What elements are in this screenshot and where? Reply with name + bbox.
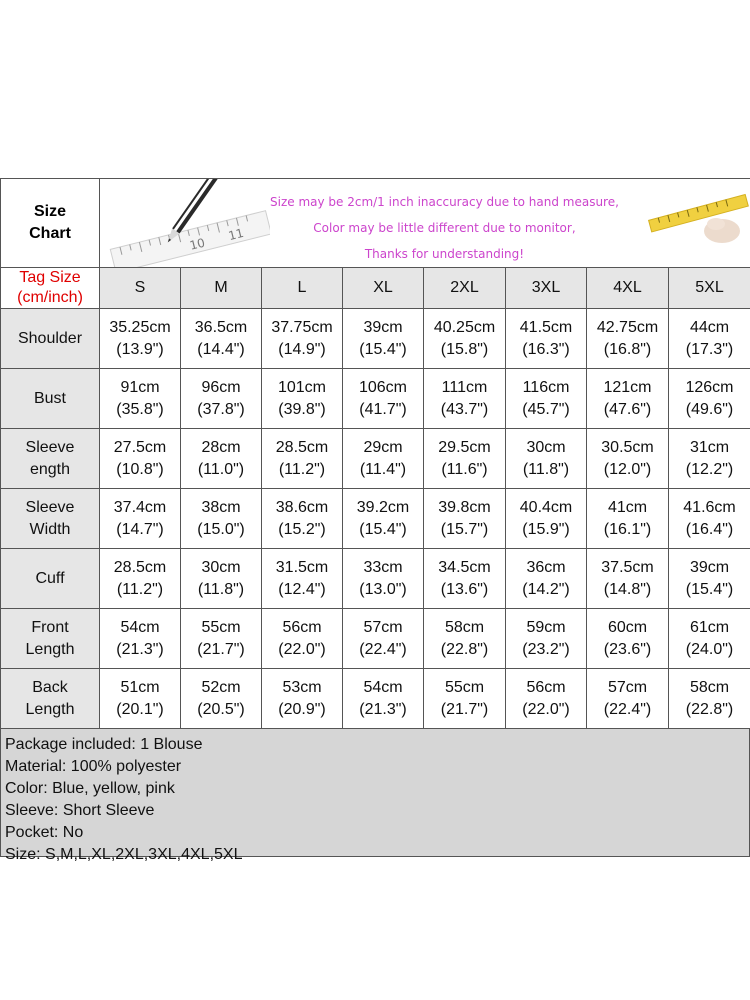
cm-value: 39.8cm: [438, 498, 491, 516]
cm-value: 126cm: [685, 378, 734, 396]
inch-value: (14.4"): [197, 340, 245, 358]
measurement-cell: [343, 549, 424, 609]
inch-value: (20.9"): [278, 700, 326, 718]
measurement-cell: [587, 429, 669, 489]
measurement-cell: [181, 669, 262, 729]
inch-value: (14.2"): [522, 580, 570, 598]
measurement-cell: [100, 309, 181, 369]
cm-value: 55cm: [444, 678, 485, 696]
cm-value: 116cm: [522, 378, 570, 396]
cm-value: 37.4cm: [113, 498, 167, 516]
row-label-line-1: Shoulder: [17, 329, 83, 347]
title-line-1: Size: [33, 203, 66, 220]
measurement-cell: [181, 609, 262, 669]
inch-value: (41.7"): [359, 400, 407, 418]
inch-value: (12.2"): [685, 460, 734, 478]
measurement-cell: [100, 489, 181, 549]
size-header-3xl: 3XL: [506, 268, 587, 309]
row-label: [1, 429, 100, 489]
product-info: [0, 729, 750, 863]
inch-value: (15.4"): [359, 340, 407, 358]
row-label-line-1: Sleeve: [25, 498, 75, 516]
inch-value: (22.0"): [522, 700, 570, 718]
measurement-cell: [506, 429, 587, 489]
row-label-line-2: Width: [29, 520, 71, 538]
measurement-cell: [587, 369, 669, 429]
inch-value: (16.4"): [685, 520, 734, 538]
cm-value: 35.25cm: [109, 318, 171, 336]
inch-value: (16.3"): [522, 340, 570, 358]
row-label: [1, 309, 100, 369]
row-label: [1, 489, 100, 549]
inch-value: (11.4"): [359, 460, 407, 478]
measurement-cell: [262, 609, 343, 669]
measurement-cell: [424, 489, 506, 549]
info-pocket: Pocket: No: [5, 824, 84, 841]
info-color: Color: Blue, yellow, pink: [5, 780, 175, 797]
cm-value: 28.5cm: [113, 558, 167, 576]
inch-value: (21.3"): [359, 700, 407, 718]
measurement-cell: [343, 669, 424, 729]
measurement-cell: [181, 489, 262, 549]
row-label-line-1: Bust: [33, 389, 66, 407]
size-chart-sheet: [0, 178, 750, 863]
measurement-cell: [343, 309, 424, 369]
inch-value: (22.4"): [603, 700, 652, 718]
measurement-cell: [669, 309, 750, 369]
measurement-cell: [343, 609, 424, 669]
row-label-line-1: Back: [32, 678, 68, 696]
measurement-row: [1, 609, 750, 669]
pencil-ruler-icon: [100, 179, 270, 267]
measurement-cell: [100, 369, 181, 429]
info-size: Size: S,M,L,XL,2XL,3XL,4XL,5XL: [5, 846, 243, 863]
measurement-cell: [506, 309, 587, 369]
cm-value: 42.75cm: [596, 318, 659, 336]
measurement-cell: [669, 489, 750, 549]
info-package: Package included: 1 Blouse: [5, 736, 203, 753]
inch-value: (22.8"): [440, 640, 489, 658]
inch-value: (20.5"): [197, 700, 245, 718]
size-header-m: M: [181, 268, 262, 309]
measurement-cell: [262, 429, 343, 489]
measurement-cell: [669, 609, 750, 669]
inch-value: (12.0"): [603, 460, 652, 478]
cm-value: 36.5cm: [194, 318, 248, 336]
measurement-notes: [270, 189, 619, 267]
measurement-row: [1, 489, 750, 549]
inch-value: (11.8"): [197, 580, 245, 598]
measurement-cell: [343, 429, 424, 489]
inch-value: (12.4"): [278, 580, 326, 598]
cm-value: 29cm: [363, 438, 403, 456]
inch-value: (20.1"): [116, 700, 164, 718]
cm-value: 27.5cm: [113, 438, 167, 456]
measurement-cell: [669, 669, 750, 729]
inch-value: (15.4"): [359, 520, 407, 538]
size-chart-table: [0, 178, 750, 729]
cm-value: 56cm: [282, 618, 322, 636]
note-line-2: Color may be little different due to monitor,: [313, 221, 576, 235]
cm-value: 106cm: [358, 378, 408, 396]
cm-value: 52cm: [201, 678, 241, 696]
inch-value: (15.0"): [197, 520, 245, 538]
inch-value: (17.3"): [685, 340, 734, 358]
cm-value: 38.6cm: [275, 498, 329, 516]
measurement-cell: [343, 369, 424, 429]
measurement-cell: [262, 489, 343, 549]
cm-value: 28cm: [201, 438, 241, 456]
cm-value: 31cm: [689, 438, 730, 456]
cm-value: 57cm: [363, 618, 403, 636]
size-header-l: L: [262, 268, 343, 309]
inch-value: (23.6"): [603, 640, 652, 658]
measurement-cell: [262, 369, 343, 429]
cm-value: 39.2cm: [356, 498, 410, 516]
inch-value: (49.6"): [685, 400, 734, 418]
cm-value: 38cm: [201, 498, 241, 516]
cm-value: 44cm: [689, 318, 730, 336]
cm-value: 59cm: [526, 618, 566, 636]
inch-value: (15.2"): [278, 520, 326, 538]
inch-value: (14.8"): [603, 580, 652, 598]
measurement-row: [1, 669, 750, 729]
size-chart-title: [1, 179, 100, 268]
measurement-row: [1, 309, 750, 369]
cm-value: 56cm: [526, 678, 566, 696]
measurement-cell: [506, 489, 587, 549]
cm-value: 51cm: [120, 678, 160, 696]
measurement-cell: [262, 309, 343, 369]
cm-value: 37.75cm: [271, 318, 333, 336]
cm-value: 57cm: [607, 678, 648, 696]
inch-value: (13.9"): [116, 340, 164, 358]
measurement-cell: [100, 429, 181, 489]
info-material: Material: 100% polyester: [5, 758, 182, 775]
cm-value: 39cm: [363, 318, 403, 336]
size-header-s: S: [100, 268, 181, 309]
row-label-line-2: Length: [25, 700, 75, 718]
measurement-cell: [669, 369, 750, 429]
cm-value: 91cm: [120, 378, 160, 396]
size-header-4xl: 4XL: [587, 268, 669, 309]
row-label-line-1: Cuff: [35, 569, 65, 587]
cm-value: 101cm: [277, 378, 327, 396]
cm-value: 40.4cm: [519, 498, 573, 516]
measurement-cell: [587, 489, 669, 549]
inch-value: (15.9"): [522, 520, 570, 538]
measurement-row: [1, 549, 750, 609]
inch-value: (11.8"): [522, 460, 570, 478]
inch-value: (11.2"): [116, 580, 164, 598]
measurement-row: [1, 369, 750, 429]
measurement-cell: [669, 429, 750, 489]
measurement-cell: [424, 369, 506, 429]
cm-value: 33cm: [363, 558, 403, 576]
measurement-cell: [669, 549, 750, 609]
cm-value: 30cm: [201, 558, 241, 576]
inch-value: (15.4"): [685, 580, 734, 598]
cm-value: 31.5cm: [275, 558, 329, 576]
note-line-3: Thanks for understanding!: [364, 247, 525, 261]
measurement-cell: [100, 609, 181, 669]
inch-value: (43.7"): [440, 400, 489, 418]
inch-value: (37.8"): [197, 400, 245, 418]
inch-value: (21.7"): [197, 640, 245, 658]
inch-value: (13.6"): [440, 580, 489, 598]
inch-value: (11.0"): [197, 460, 245, 478]
measurement-cell: [587, 669, 669, 729]
measurement-cell: [100, 669, 181, 729]
inch-value: (21.7"): [440, 700, 489, 718]
measurement-cell: [424, 609, 506, 669]
inch-value: (35.8"): [116, 400, 164, 418]
ruler-number-10: 10: [188, 235, 207, 253]
note-line-1: Size may be 2cm/1 inch inaccuracy due to hand measure,: [270, 195, 619, 209]
measurement-cell: [181, 549, 262, 609]
inch-value: (15.7"): [440, 520, 489, 538]
inch-value: (14.9"): [278, 340, 326, 358]
inch-value: (11.6"): [441, 460, 488, 478]
cm-value: 54cm: [120, 618, 160, 636]
cm-value: 41cm: [607, 498, 648, 516]
inch-value: (45.7"): [522, 400, 570, 418]
measurement-cell: [506, 369, 587, 429]
measuring-tape-icon: [600, 179, 750, 267]
inch-value: (13.0"): [359, 580, 407, 598]
measurement-cell: [506, 669, 587, 729]
cm-value: 121cm: [603, 378, 652, 396]
measurement-cell: [181, 369, 262, 429]
size-header-row: [1, 268, 750, 309]
inch-value: (47.6"): [603, 400, 652, 418]
row-label-line-1: Sleeve: [25, 438, 75, 456]
measurement-cell: [424, 429, 506, 489]
measurement-row: [1, 429, 750, 489]
info-sleeve: Sleeve: Short Sleeve: [5, 802, 155, 819]
cm-value: 41.6cm: [683, 498, 736, 516]
measurement-cell: [262, 669, 343, 729]
title-line-2: Chart: [29, 225, 71, 242]
measurement-cell: [181, 429, 262, 489]
cm-value: 53cm: [282, 678, 322, 696]
cm-value: 58cm: [444, 618, 485, 636]
cm-value: 61cm: [689, 618, 730, 636]
measurement-cell: [424, 549, 506, 609]
inch-value: (22.0"): [278, 640, 326, 658]
ruler-number-11: 11: [226, 225, 246, 244]
measurement-cell: [181, 309, 262, 369]
inch-value: (16.1"): [603, 520, 652, 538]
inch-value: (10.8"): [116, 460, 164, 478]
row-label: [1, 609, 100, 669]
measurement-cell: [262, 549, 343, 609]
inch-value: (22.8"): [685, 700, 734, 718]
row-label: [1, 369, 100, 429]
measurement-cell: [587, 309, 669, 369]
size-header-5xl: 5XL: [669, 268, 750, 309]
inch-value: (22.4"): [359, 640, 407, 658]
measurement-cell: [100, 549, 181, 609]
cm-value: 34.5cm: [438, 558, 491, 576]
inch-value: (39.8"): [278, 400, 326, 418]
inch-value: (21.3"): [116, 640, 164, 658]
cm-value: 36cm: [526, 558, 566, 576]
inch-value: (23.2"): [522, 640, 570, 658]
size-header-2xl: 2XL: [424, 268, 506, 309]
cm-value: 60cm: [607, 618, 648, 636]
cm-value: 40.25cm: [433, 318, 496, 336]
cm-value: 28.5cm: [275, 438, 329, 456]
measurement-cell: [587, 609, 669, 669]
cm-value: 55cm: [201, 618, 241, 636]
inch-value: (14.7"): [116, 520, 164, 538]
cm-value: 54cm: [363, 678, 403, 696]
cm-value: 29.5cm: [438, 438, 491, 456]
measurement-cell: [506, 549, 587, 609]
inch-value: (11.2"): [278, 460, 326, 478]
cm-value: 30cm: [526, 438, 566, 456]
cm-value: 37.5cm: [601, 558, 654, 576]
size-header-xl: XL: [343, 268, 424, 309]
inch-value: (16.8"): [603, 340, 652, 358]
tag-size-label: Tag Size (cm/inch): [1, 268, 100, 309]
inch-value: (24.0"): [685, 640, 734, 658]
measurement-cell: [343, 489, 424, 549]
measurement-banner: [100, 179, 750, 268]
cm-value: 111cm: [441, 378, 488, 396]
row-label-line-2: Length: [25, 640, 75, 658]
cm-value: 58cm: [689, 678, 730, 696]
measurement-cell: [506, 609, 587, 669]
cm-value: 30.5cm: [601, 438, 654, 456]
measurement-cell: [424, 669, 506, 729]
cm-value: 39cm: [689, 558, 730, 576]
inch-value: (15.8"): [440, 340, 489, 358]
row-label: [1, 669, 100, 729]
row-label-line-2: ength: [29, 460, 71, 478]
measurement-cell: [587, 549, 669, 609]
cm-value: 41.5cm: [519, 318, 573, 336]
row-label-line-1: Front: [31, 618, 69, 636]
row-label: [1, 549, 100, 609]
cm-value: 96cm: [201, 378, 241, 396]
measurement-cell: [424, 309, 506, 369]
